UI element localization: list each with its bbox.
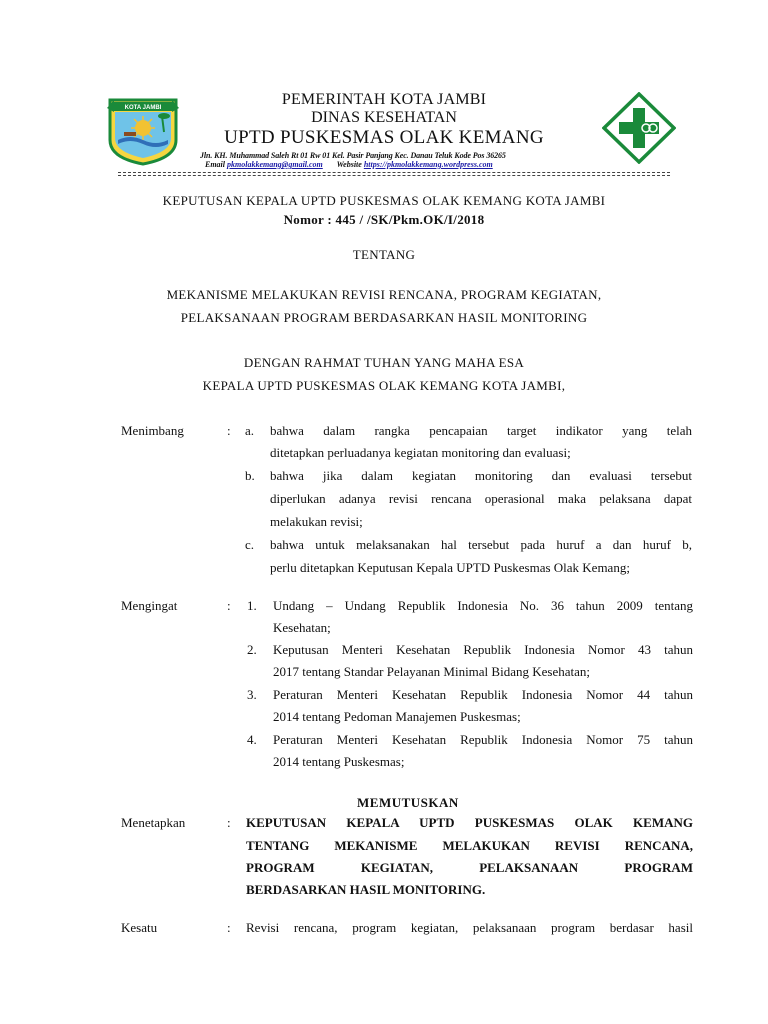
decree-title: KEPUTUSAN KEPALA UPTD PUSKESMAS OLAK KEMANG KOTA JAMBI [162,193,606,208]
letterhead-divider [118,172,670,173]
menimbang-item-b-line2: diperlukan adanya revisi rencana operasional maka pelaksana dapat [270,491,692,506]
mengingat-item-1-line1: Undang – Undang Republik Indonesia No. 36 tahun 2009 tentang [273,598,693,613]
menimbang-item-c-line2: perlu ditetapkan Keputusan Kepala UPTD Puskesmas Olak Kemang; [270,560,630,575]
menimbang-item-c-line1: bahwa untuk melaksanakan hal tersebut pada huruf a dan huruf b, [270,537,692,552]
letterhead-department: DINAS KESEHATAN [311,109,457,126]
mengingat-item-4-line2: 2014 tentang Puskesmas; [273,754,405,769]
menimbang-colon: : [227,423,231,438]
letterhead-divider-second [118,175,670,176]
mengingat-colon: : [227,598,231,613]
mengingat-item-2-line2: 2017 tentang Standar Pelayanan Minimal Bidang Kesehatan; [273,664,590,679]
letterhead-address: Jln. KH. Muhammad Saleh Rt 01 Rw 01 Kel. Pasir Panjang Kec. Danau Teluk Kode Pos 36265 [200,151,506,160]
kesatu-label: Kesatu [121,920,158,935]
mengingat-item-4-line1: Peraturan Menteri Kesehatan Republik Indonesia Nomor 75 tahun [273,732,693,747]
invocation-line1: DENGAN RAHMAT TUHAN YANG MAHA ESA [243,355,525,370]
menimbang-item-b-line3: melakukan revisi; [270,514,363,529]
menimbang-item-a-line2: ditetapkan perluadanya kegiatan monitoring dan evaluasi; [270,445,571,460]
menetapkan-line3: PROGRAM KEGIATAN, PELAKSANAAN PROGRAM [246,860,693,875]
menetapkan-label: Menetapkan [121,815,186,830]
website-link[interactable]: https://pkmolakkemang.wordpress.com [363,160,493,169]
menimbang-item-index: b. [245,468,255,483]
menetapkan-line4: BERDASARKAN HASIL MONITORING. [246,882,486,897]
mengingat-item-index: 2. [247,642,257,657]
website-label: Website [336,160,362,169]
mengingat-item-1-line2: Kesehatan; [273,620,331,635]
decree-number: Nomor : 445 / /SK/Pkm.OK/I/2018 [283,212,485,227]
letterhead-government: PEMERINTAH KOTA JAMBI [281,91,487,108]
menetapkan-line2: TENTANG MEKANISME MELAKUKAN REVISI RENCANA, [246,838,693,853]
letterhead-contacts [205,160,625,169]
letterhead-institution: UPTD PUSKESMAS OLAK KEMANG [224,127,544,148]
tentang-heading: TENTANG [352,247,416,262]
mengingat-item-index: 1. [247,598,257,613]
menimbang-label: Menimbang [121,423,184,438]
mengingat-label: Mengingat [121,598,178,613]
menimbang-item-b-line1: bahwa jika dalam kegiatan monitoring dan evaluasi tersebut [270,468,692,483]
email-link[interactable]: pkmolakkemang@gmail.com [227,160,323,169]
mengingat-item-3-line1: Peraturan Menteri Kesehatan Republik Indonesia Nomor 44 tahun [273,687,693,702]
menimbang-item-index: a. [245,423,255,438]
decree-subject-line2: PELAKSANAAN PROGRAM BERDASARKAN HASIL MONITORING [180,310,588,325]
invocation-line2: KEPALA UPTD PUSKESMAS OLAK KEMANG KOTA JAMBI, [202,378,566,393]
email-label: Email [205,160,226,169]
logo-lettering: KOTA JAMBI [124,105,162,111]
mengingat-item-2-line1: Keputusan Menteri Kesehatan Republik Indonesia Nomor 43 tahun [273,642,693,657]
menetapkan-line1: KEPUTUSAN KEPALA UPTD PUSKESMAS OLAK KEMANG [246,815,693,830]
memutuskan-heading: MEMUTUSKAN [357,795,459,810]
kesatu-colon: : [227,920,231,935]
menimbang-item-a-line1: bahwa dalam rangka pencapaian target indikator yang telah [270,423,692,438]
mengingat-item-index: 4. [247,732,257,747]
menimbang-item-index: c. [245,537,255,552]
kesatu-line1: Revisi rencana, program kegiatan, pelaksanaan program berdasar hasil [246,920,693,935]
menetapkan-colon: : [227,815,231,830]
decree-subject-line1: MEKANISME MELAKUKAN REVISI RENCANA, PROGRAM KEGIATAN, [166,287,602,302]
mengingat-item-index: 3. [247,687,257,702]
mengingat-item-3-line2: 2014 tentang Pedoman Manajemen Puskesmas; [273,709,521,724]
